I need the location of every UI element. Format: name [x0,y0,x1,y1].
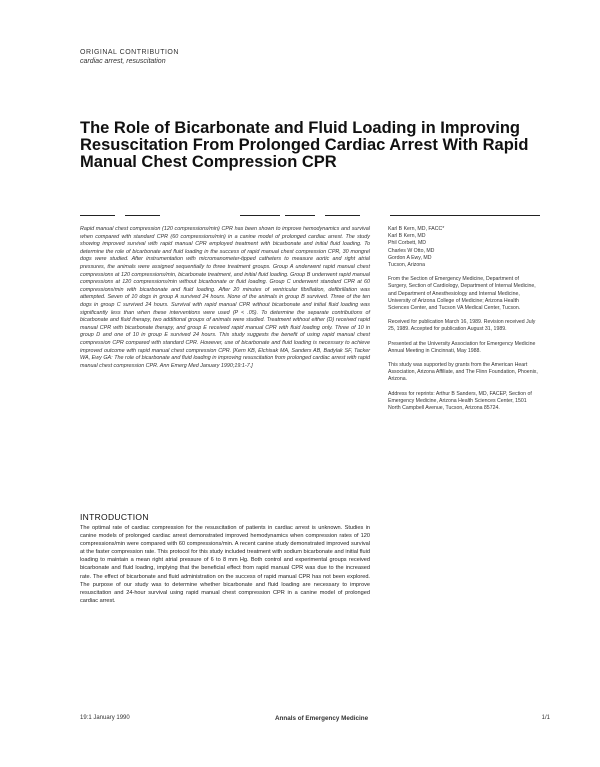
page-number: 1/1 [541,715,550,721]
sidebar-line: Phil Corbett, MD [388,240,427,247]
presentation-note [388,341,538,355]
page-footer [80,715,550,725]
received-dates [388,319,538,333]
reprint-address [388,391,538,413]
funding-note [388,362,538,384]
keywords: cardiac arrest, resuscitation [80,58,166,65]
sidebar-line: This study was supported by grants from the American Heart Association, Arizona Affiliate, and The Flinn Foundation, Phoenix, Arizona. [388,362,538,383]
sidebar-line: Karl B Kern, MD [388,233,426,240]
issue-date: 19:1 January 1990 [80,715,130,721]
section-label: ORIGINAL CONTRIBUTION [80,49,179,56]
sidebar-line: Received for publication March 16, 1989. Revision received July 25, 1989. Accepted for publication August 31, 1989. [388,319,536,333]
article-kicker [80,48,179,66]
sidebar-line: Address for reprints: Arthur B Sanders, MD, FACEP, Section of Emergency Medicine, Arizona Health Sciences Center, 1501 North Campbell Avenue, Tucson, Arizona 85724. [388,390,532,412]
section-heading-introduction: INTRODUCTION [80,512,149,522]
article-title: The Role of Bicarbonate and Fluid Loading in Improving Resuscitation From Prolonged Cardiac Arrest With Rapid Manual Chest Compression CPR [80,119,529,171]
title-divider [80,215,550,216]
sidebar-line: Presented at the University Association for Emergency Medicine Annual Meeting in Cincinnati, May 1988. [388,340,536,354]
sidebar-line: Gordon A Ewy, MD [388,254,432,261]
journal-name: Annals of Emergency Medicine [275,715,369,722]
abstract: Rapid manual chest compression (120 compressions/min) CPR has been shown to improve hemodynamics and survival when compared with standard CPR (60 compressions/min) in a canine model of prolonged cardiac arrest. The study showing improved survival with rapid manual CPR employed treatment with bicarbonate and initial fluid loading. To determine the role of bicarbonate and fluid loading in the success of rapid manual chest compression CPR, 30 mongrel dogs were studied. After instrumentation with micromanometer-tipped catheters to measure aortic and right atrial pressures, the animals were assigned sequentially to three treatment groups. Group A underwent rapid manual chest compressions at 120 compressions/min, bicarbonate treatment, and initial fluid loading. Group B underwent rapid manual compressions at 120 compressions/min without bicarbonate or fluid loading. Group C underwent standard CPR at 60 compressions/min with bicarbonate and fluid loading. After 20 minutes of ventricular fibrillation, defibrillation was attempted. Seven of 10 dogs in group A survived 24 hours. None of the animals in group B survived. Three of the ten dogs in group C survived 24 hours. Survival with rapid manual CPR without bicarbonate and initial fluid loading was significantly less than when these interventions were used (P < .05). To determine the separate contributions of bicarbonate and fluid therapy, two additional groups of animals were studied. Treatment without either (D) received rapid manual CPR with bicarbonate therapy, and group E received rapid manual CPR with fluid loading only. Three of 10 in group D and one of 10 in group E survived 24 hours. This study suggests the benefit of using rapid manual chest compression CPR compared with standard CPR. However, use of bicarbonate and fluid loading is necessary to achieve improved outcome with rapid manual chest compression CPR. [Kern KB, Elchisak MA, Sanders AB, Badylak SF, Tacker WA, Ewy GA: The role of bicarbonate and fluid loading in improving resuscitation from prolonged cardiac arrest with rapid manual chest compression CPR. Ann Emerg Med January 1990;19:1-7.] [80,226,370,369]
affiliation [388,276,538,312]
author-list [388,226,538,269]
sidebar-line: Karl B Kern, MD, FACC* [388,226,445,232]
article-sidebar [388,226,538,419]
sidebar-line: From the Section of Emergency Medicine, Department of Surgery, Section of Cardiology, Department of Internal Medicine, and Department of Anesthesiology and Internal Medicine, University of Arizona College of Medicine; Arizona Health Sciences Center, and Tucson VA Medical Center, Tucson. [388,276,536,312]
sidebar-line: Tucson, Arizona [388,262,426,269]
introduction-text: The optimal rate of cardiac compression for the resuscitation of patients in cardiac arrest is unknown. Studies in canine models of prolonged cardiac arrest demonstrated improved hemodynamics when compression rates of 120 compressions/min were compared with 60 compressions/min. A recent canine study demonstrated improved survival at the faster compression rate. This protocol for this study included treatment with sodium bicarbonate and initial fluid loading to maintain a mean right atrial pressure of 6 to 8 mm Hg. Both control and experimental groups received bicarbonate and fluid loading, implying that the beneficial effect from rapid manual CPR was due to the increased rate. The effect of bicarbonate and fluid administration on the success of rapid manual CPR has not been explored. The purpose of our study was to determine whether bicarbonate and fluid loading are necessary to improve resuscitation and 24-hour survival using rapid manual chest compression CPR in a canine model of prolonged cardiac arrest. [80,525,370,604]
sidebar-line: Charles W Otto, MD [388,247,435,254]
